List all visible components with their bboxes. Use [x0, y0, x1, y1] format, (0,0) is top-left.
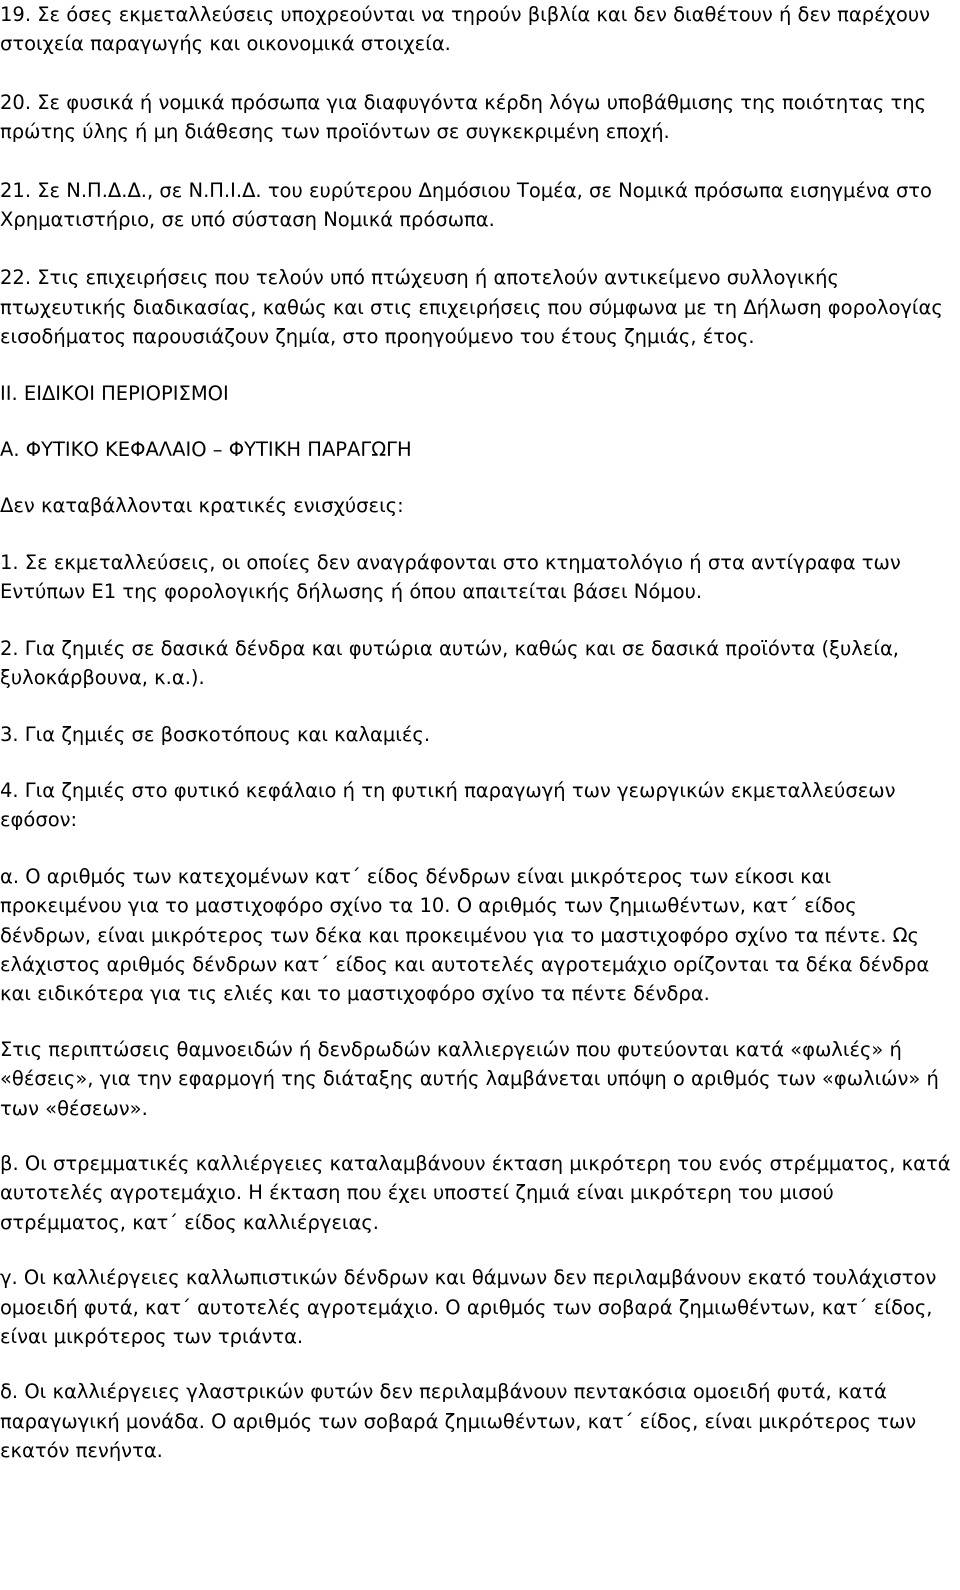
item-4-beta: β. Οι στρεμματικές καλλιέργειες καταλαμβάνουν έκταση μικρότερη του ενός στρέμματος, κατά αυτοτελές αγροτεμάχιο. Η έκταση που έχει υποστεί ζημιά είναι μικρότερη του μισού στρέμματος, κατ΄ είδος καλλιέργειας. [0, 1151, 951, 1234]
paragraph-19: 19. Σε όσες εκμεταλλεύσεις υποχρεούνται να τηρούν βιβλία και δεν διαθέτουν ή δεν παρέχουν στοιχεία παραγωγής και οικονομικά στοιχεία. [0, 3, 931, 56]
item-3: 3. Για ζημιές σε βοσκοτόπους και καλαμιές. [0, 722, 431, 746]
item-4-alpha: α. Ο αριθμός των κατεχομένων κατ΄ είδος δένδρων είναι μικρότερος των είκοσι και προκειμένου για το μαστιχοφόρο σχίνο τα 10. Ο αριθμός των ζημιωθέντων, κατ΄ είδος δένδρων, είναι μικρότερος των δέκα και προκειμένου για το μαστιχοφόρο σχίνο τα πέντε. Ως ελάχιστος αριθμός δένδρων κατ΄ είδος και αυτοτελές αγροτεμάχιο ορίζονται τα δέκα δένδρα και ειδικότερα για τις ελιές και το μαστιχοφόρο σχίνο τα πέντε δένδρα. [0, 864, 930, 1006]
paragraph-21: 21. Σε Ν.Π.Δ.Δ., σε Ν.Π.Ι.Δ. του ευρύτερου Δημόσιου Τομέα, σε Νομικά πρόσωπα εισηγμένα στο Χρηματιστήριο, σε υπό σύσταση Νομικά πρόσωπα. [0, 178, 932, 232]
paragraph-22: 22. Στις επιχειρήσεις που τελούν υπό πτώχευση ή αποτελούν αντικείμενο συλλογικής πτωχευτικής διαδικασίας, καθώς και στις επιχειρήσεις που σύμφωνα με τη Δήλωση φορολογίας εισοδήματος παρουσιάζουν ζημία, στο προηγούμενο του έτους ζημιάς, έτος. [0, 266, 943, 349]
section-heading-special-restrictions: ΙΙ. ΕΙΔΙΚΟΙ ΠΕΡΙΟΡΙΣΜΟΙ [0, 381, 229, 405]
item-4-alpha-note: Στις περιπτώσεις θαμνοειδών ή δενδρωδών καλλιεργειών που φυτεύονται κατά «φωλιές» ή «θέσεις», για την εφαρμογή της διάταξης αυτής λαμβάνεται υπόψη ο αριθμός των «φωλιών» ή των «θέσεων». [0, 1037, 939, 1120]
item-4-gamma: γ. Οι καλλιέργειες καλλωπιστικών δένδρων και θάμνων δεν περιλαμβάνουν εκατό τουλάχιστον ομοειδή φυτά, κατ΄ αυτοτελές αγροτεμάχιο. Ο αριθμός των σοβαρά ζημιωθέντων, κατ΄ είδος, είναι μικρότερος των τριάντα. [0, 1266, 937, 1348]
subsection-heading-plant-capital: Α. ΦΥΤΙΚΟ ΚΕΦΑΛΑΙΟ – ΦΥΤΙΚΗ ΠΑΡΑΓΩΓΗ [0, 438, 412, 462]
intro-statement: Δεν καταβάλλονται κρατικές ενισχύσεις: [0, 494, 404, 518]
item-4: 4. Για ζημιές στο φυτικό κεφάλαιο ή τη φυτική παραγωγή των γεωργικών εκμεταλλεύσεων εφόσον: [0, 778, 896, 832]
paragraph-20: 20. Σε φυσικά ή νομικά πρόσωπα για διαφυγόντα κέρδη λόγω υποβάθμισης της ποιότητας της πρώτης ύλης ή μη διάθεσης των προϊόντων σε συγκεκριμένη εποχή. [0, 90, 927, 144]
item-1: 1. Σε εκμεταλλεύσεις, οι οποίες δεν αναγράφονται στο κτηματολόγιο ή στα αντίγραφα των Εντύπων Ε1 της φορολογικής δήλωσης ή όπου απαιτείται βάσει Νόμου. [0, 550, 901, 604]
item-4-delta: δ. Οι καλλιέργειες γλαστρικών φυτών δεν περιλαμβάνουν πεντακόσια ομοειδή φυτά, κατά παραγωγική μονάδα. Ο αριθμός των σοβαρά ζημιωθέντων, κατ΄ είδος, είναι μικρότερος των εκατόν πενήντα. [0, 1380, 917, 1463]
item-2: 2. Για ζημιές σε δασικά δένδρα και φυτώρια αυτών, καθώς και σε δασικά προϊόντα (ξυλεία, ξυλοκάρβουνα, κ.α.). [0, 636, 899, 690]
